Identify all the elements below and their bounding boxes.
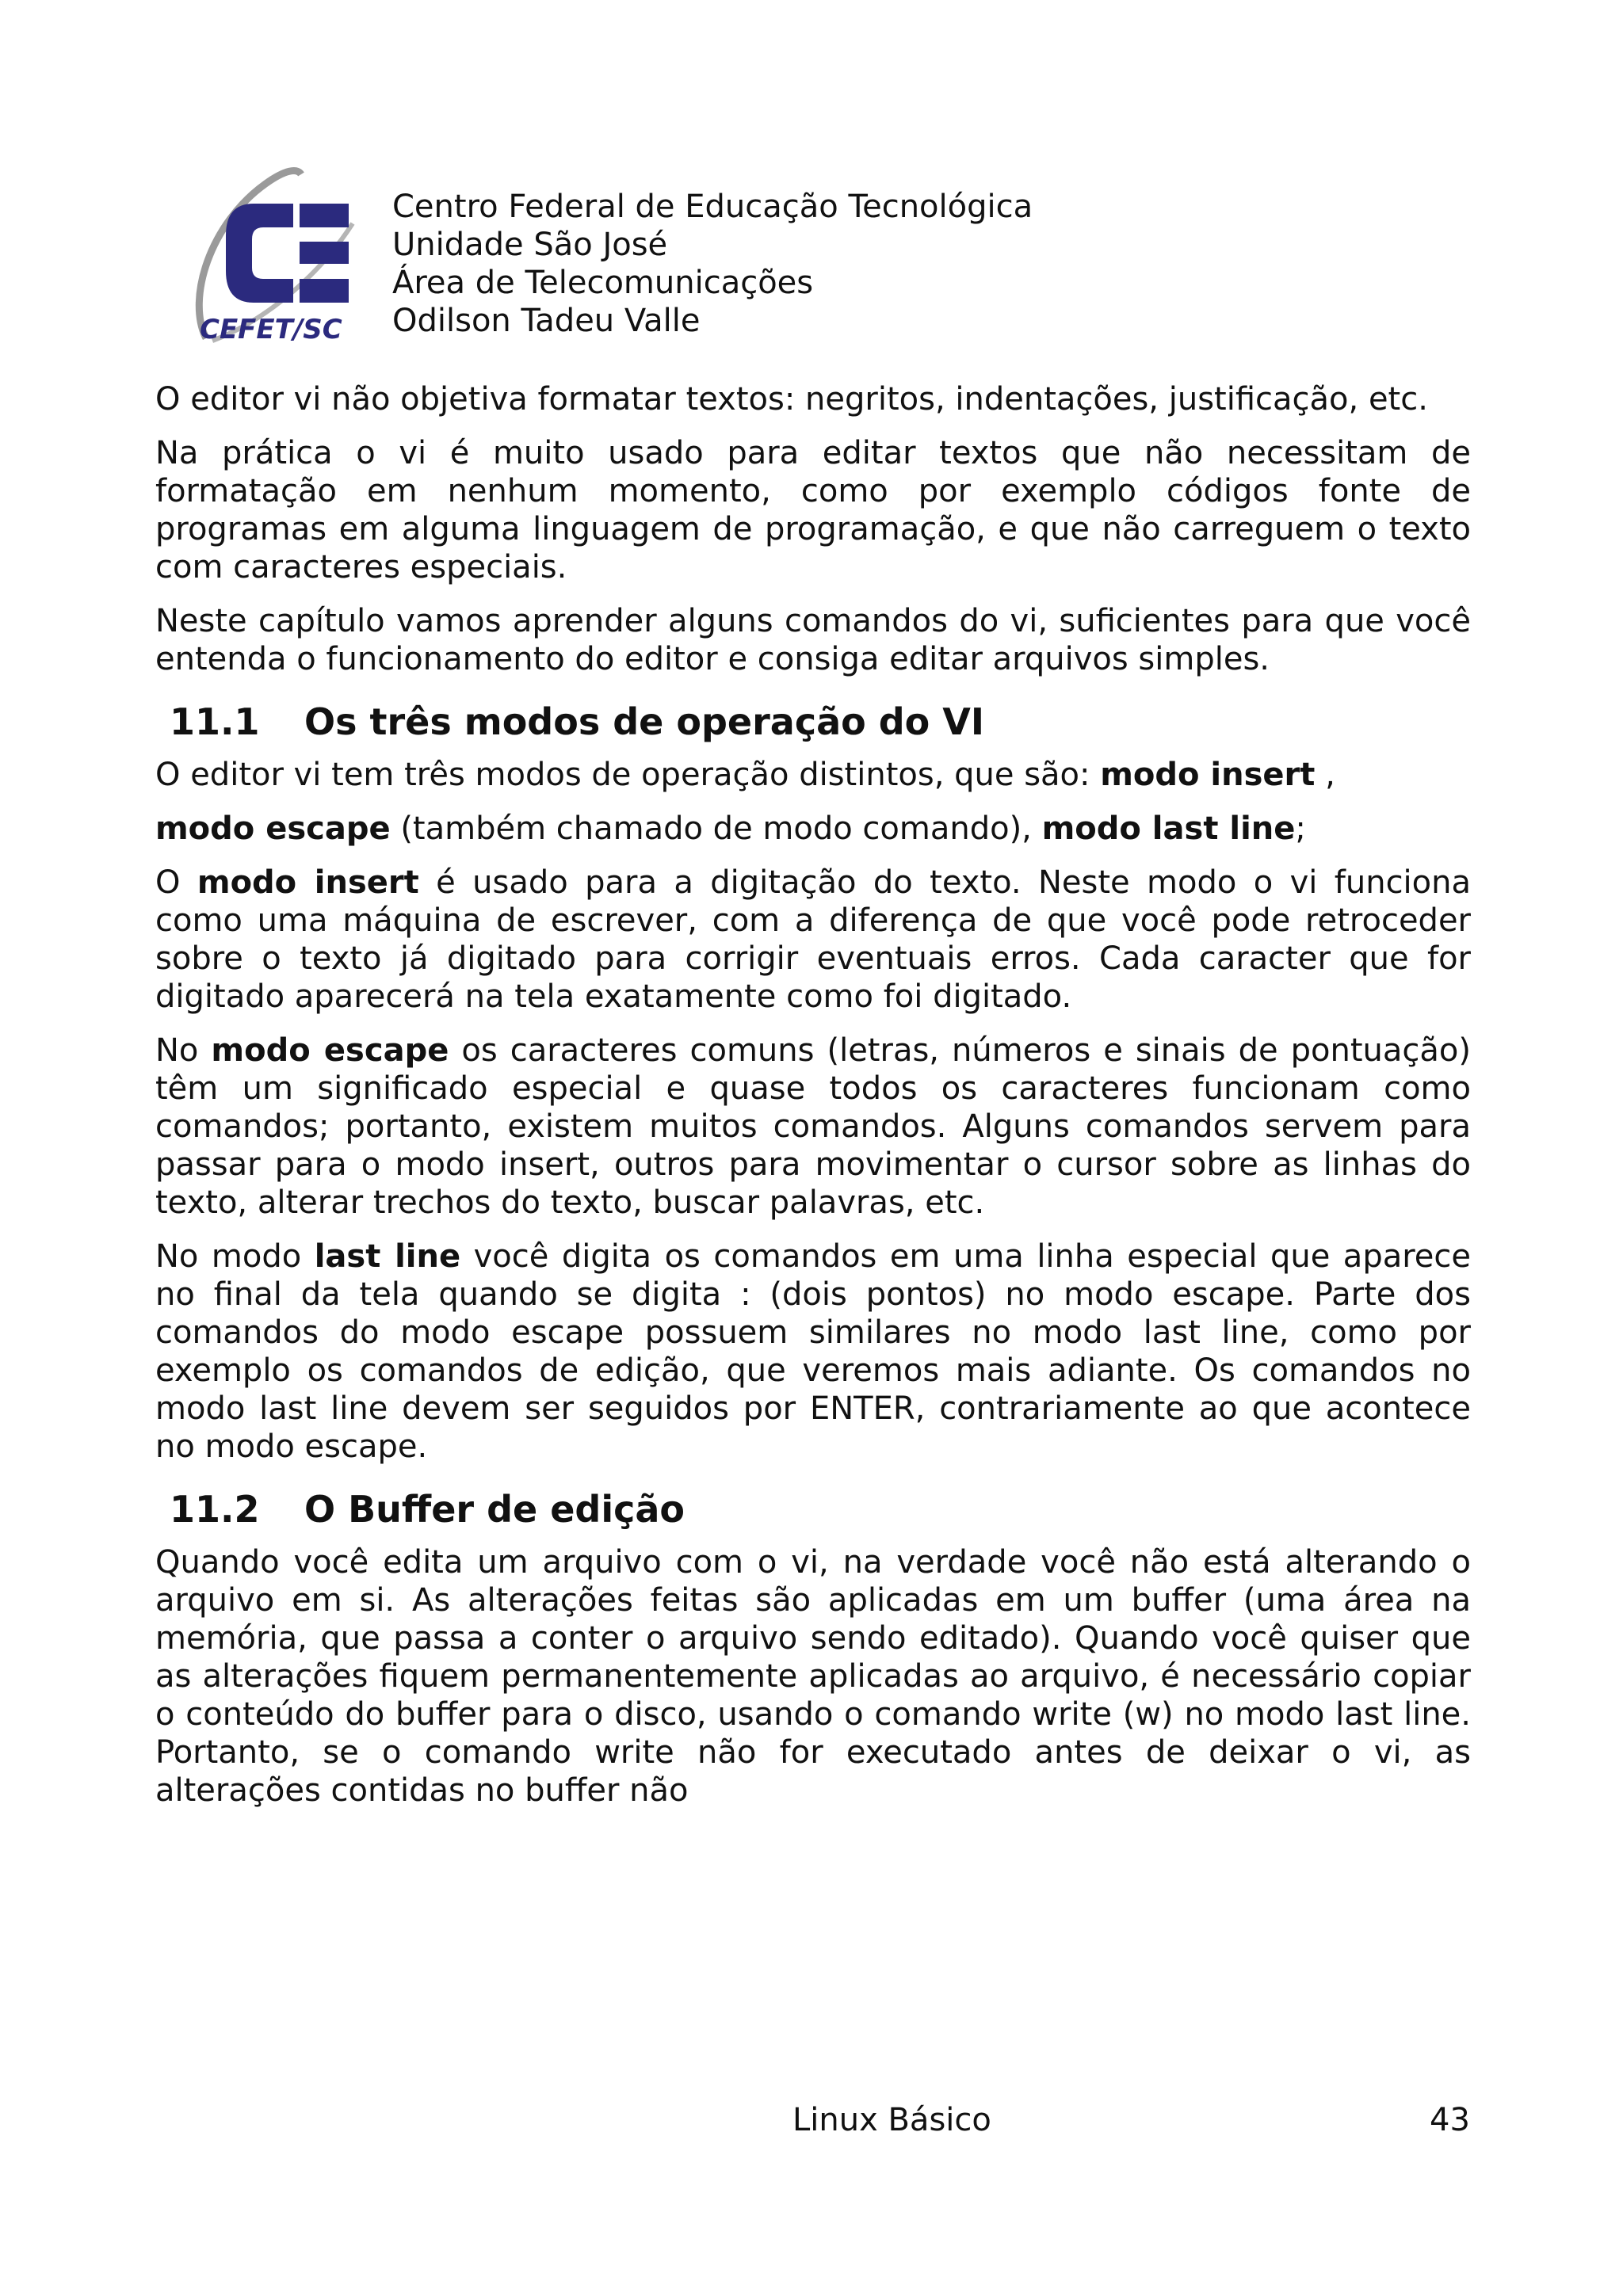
section-number: 11.1 (170, 700, 260, 743)
section-title: O Buffer de edição (304, 1488, 685, 1531)
text-run: (também chamado de modo comando), (390, 810, 1042, 847)
paragraph (155, 810, 1471, 848)
text-run: O editor vi tem três modos de operação distintos, que são: (155, 757, 1101, 793)
text-run: os caracteres comuns (letras, números e sinais de pontuação) têm um significado especial e quase todos os caracteres funcionam como comandos; portanto, existem muitos comandos. Alguns comandos servem para passar para o modo insert, outros para movimentar o cursor sobre as linhas do texto, alterar trechos do texto, buscar palavras, etc. (155, 1032, 1472, 1221)
paragraph: Neste capítulo vamos aprender alguns comandos do vi, suficientes para que você entenda o funcionamento do editor e consiga editar arquivos simples. (155, 603, 1471, 677)
institution-area: Área de Telecomunicações (392, 265, 814, 301)
paragraph: Quando você edita um arquivo com o vi, na verdade você não está alterando o arquivo em si. As alterações feitas são aplicadas em um buffer (uma área na memória, que passa a conter o arquivo sendo editado). Quando você quiser que as alterações fiquem permanentemente aplicadas ao arquivo, é necessário copiar o conteúdo do buffer para o disco, usando o comando write (w) no modo last line. Portanto, se o comando write não for executado antes de deixar o vi, as alterações contidas no buffer não (155, 1544, 1471, 1809)
section-number: 11.2 (170, 1488, 260, 1531)
text-run: No (155, 1032, 212, 1069)
text-run: você digita os comandos em uma linha especial que aparece no final da tela quando se digita : (dois pontos) no modo escape. Parte dos comandos do modo escape possuem similares no modo last line, como por exemplo os comandos de edição, que veremos mais adiante. Os comandos no modo last line devem ser seguidos por ENTER, contrariamente ao que acontece no modo escape. (155, 1238, 1472, 1465)
logo-text: CEFET/SC (200, 314, 342, 345)
page-number: 43 (1430, 2102, 1470, 2138)
section-heading (170, 1488, 1471, 1531)
bold-term: last line (314, 1238, 461, 1275)
footer-title: Linux Básico (792, 2102, 991, 2138)
bold-term: modo insert (1100, 757, 1316, 793)
document-body (155, 380, 1471, 1825)
author-name: Odilson Tadeu Valle (392, 303, 701, 339)
text-run: ; (1295, 810, 1306, 847)
text-run: O (155, 864, 197, 901)
paragraph (155, 1032, 1471, 1222)
bold-term: modo last line (1041, 810, 1296, 847)
institution-name: Centro Federal de Educação Tecnológica (392, 189, 1033, 225)
paragraph (155, 1238, 1471, 1466)
institution-block (392, 188, 1033, 340)
paragraph: Na prática o vi é muito usado para editar textos que não necessitam de formatação em nenhum momento, como por exemplo códigos fonte de programas em alguma linguagem de programação, e que não carreguem o texto com caracteres especiais. (155, 435, 1471, 585)
bold-term: modo insert (197, 864, 419, 901)
text-run: , (1315, 757, 1335, 793)
bold-term: modo escape (211, 1032, 449, 1069)
bold-term: modo escape (155, 810, 391, 847)
cefet-sc-logo (190, 160, 388, 350)
text-run: No modo (155, 1238, 315, 1275)
paragraph: O editor vi não objetiva formatar textos: negritos, indentações, justificação, etc. (155, 381, 1428, 418)
paragraph (155, 864, 1471, 1016)
paragraph (155, 756, 1471, 794)
institution-unit: Unidade São José (392, 227, 668, 263)
section-heading (170, 700, 1471, 743)
text-run: é usado para a digitação do texto. Neste modo o vi funciona como uma máquina de escrever, com a diferença de que você pode retroceder sobre o texto já digitado para corrigir eventuais erros. Cada caracter que for digitado aparecerá na tela exatamente como foi digitado. (155, 864, 1472, 1015)
section-title: Os três modos de operação do VI (304, 700, 985, 743)
